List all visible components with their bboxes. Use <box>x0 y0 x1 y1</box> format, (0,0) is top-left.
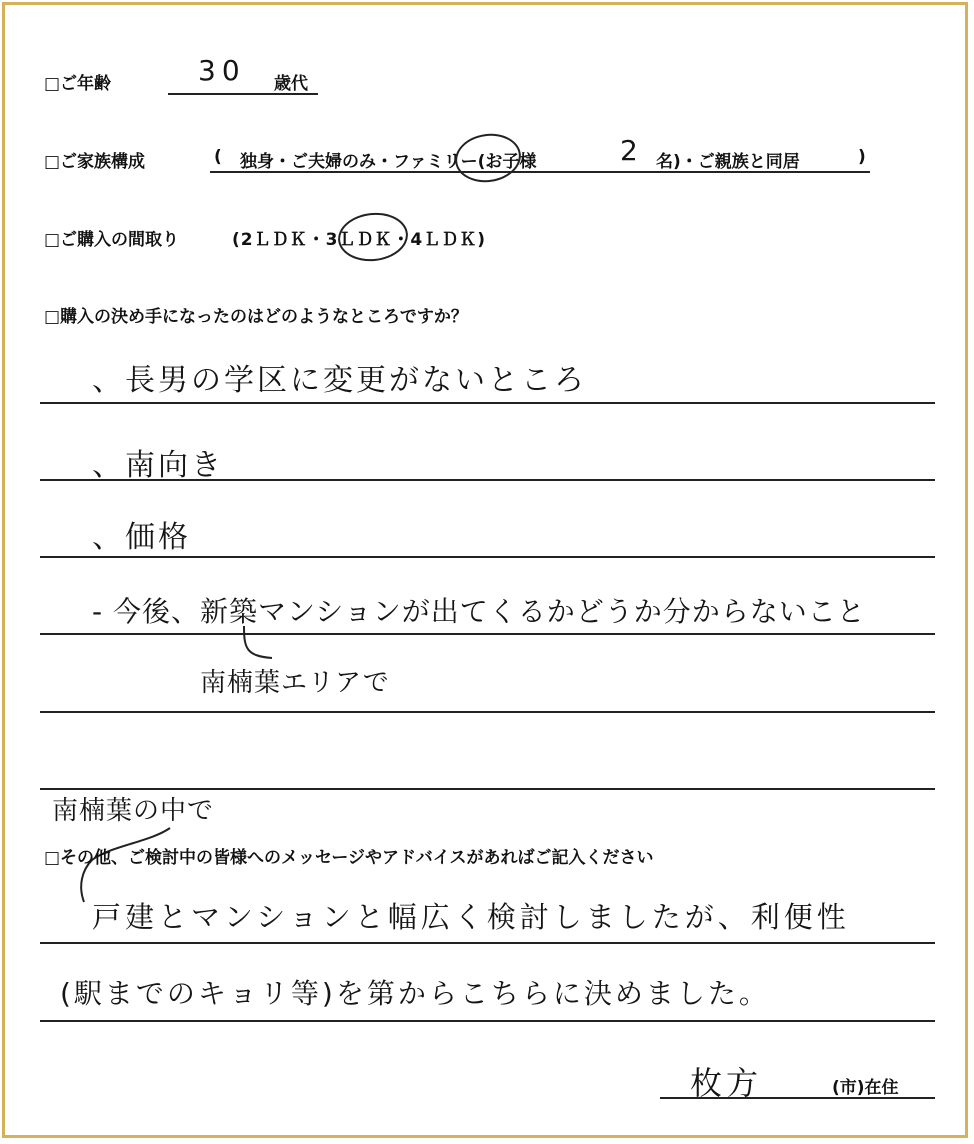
family-label: □ご家族構成 <box>44 152 146 172</box>
layout-options: (2ＬＤＫ・3ＬＤＫ・4ＬＤＫ) <box>232 230 487 250</box>
answer-line-3 <box>40 556 935 558</box>
reason-question: □購入の決め手になったのはどのようなところですか？ <box>44 307 468 327</box>
message-line-rule-2 <box>40 1020 935 1022</box>
residence-underline <box>660 1097 935 1099</box>
message-line-1: 戸建とマンションと幅広く検討しましたが、利便性 <box>92 900 850 934</box>
family-open-paren: ( <box>214 147 222 167</box>
answer-line-4 <box>40 633 935 635</box>
reason-answer-1: 、長男の学区に変更がないところ <box>92 363 587 398</box>
family-close-paren: ) <box>858 147 866 167</box>
reason-insert: 南楠葉エリアで <box>200 668 390 698</box>
message-question: □その他、ご検討中の皆様へのメッセージやアドバイスがあればご記入ください <box>44 848 654 868</box>
family-rest: 名)・ご親族と同居 <box>656 152 800 172</box>
message-note: 南楠葉の中で <box>52 796 215 826</box>
reason-answer-3: 、価格 <box>92 520 191 555</box>
reason-answer-2: 、南向き <box>92 448 224 483</box>
insertion-caret <box>240 622 280 662</box>
age-label: □ご年齢 <box>44 74 112 94</box>
family-underline <box>210 171 870 173</box>
family-options: 独身・ご夫婦のみ・ファミリー(お子様 <box>240 152 537 172</box>
age-unit: 歳代 <box>274 74 308 94</box>
message-line-rule-1 <box>40 942 935 944</box>
answer-line-2 <box>40 479 935 481</box>
residence-suffix: (市)在住 <box>832 1078 899 1098</box>
answer-line-5 <box>40 711 935 713</box>
layout-label: □ご購入の間取り <box>44 230 180 250</box>
children-count: 2 <box>620 134 641 167</box>
age-value: 30 <box>198 54 246 87</box>
residence-city: 枚方 <box>690 1064 763 1102</box>
reason-answer-4: - 今後、新築マンションが出てくるかどうか分からないこと <box>92 595 866 628</box>
answer-line-1 <box>40 402 935 404</box>
message-line-2: (駅までのキョリ等)を第からこちらに決めました。 <box>60 977 770 1010</box>
age-underline <box>168 93 318 95</box>
